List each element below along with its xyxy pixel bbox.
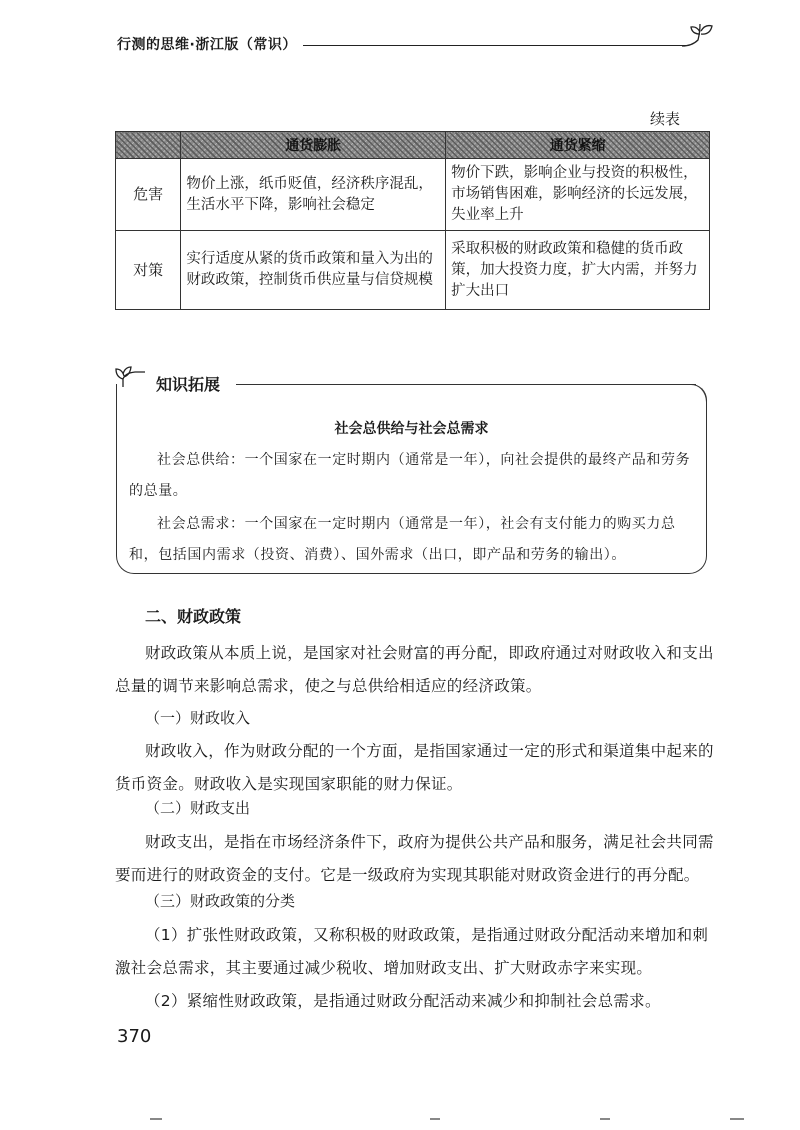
- sprout-icon: [680, 20, 716, 54]
- column-header-deflation: 通货紧缩: [446, 132, 710, 159]
- inflation-deflation-table: [115, 131, 710, 310]
- page-number: 370: [117, 1026, 152, 1047]
- scan-artifact: [150, 1118, 162, 1120]
- knowledge-paragraph-supply: 社会总供给：一个国家在一定时期内（通常是一年），向社会提供的最终产品和劳务的总量。: [129, 452, 691, 499]
- knowledge-box-title: 知识拓展: [156, 375, 221, 394]
- row-label-harm: 危害: [116, 159, 181, 231]
- scan-artifact: [730, 1118, 744, 1120]
- cell-inflation-harm: 物价上涨，纸币贬值，经济秩序混乱，生活水平下降，影响社会稳定: [181, 159, 446, 231]
- table-row: [116, 231, 710, 310]
- expense-paragraph: 财政支出，是指在市场经济条件下，政府为提供公共产品和服务，满足社会共同需要而进行的财政资金的支付。它是一级政府为实现其职能对财政资金进行的再分配。: [115, 833, 714, 884]
- subheading-expense: （二）财政支出: [145, 799, 251, 817]
- scan-artifact: [600, 1118, 610, 1120]
- subheading-income: （一）财政收入: [145, 709, 251, 727]
- knowledge-box-corner: [690, 384, 707, 402]
- section-title: 二、财政政策: [145, 607, 242, 626]
- column-header-blank: [116, 132, 181, 159]
- header-rule: [303, 45, 687, 46]
- knowledge-paragraph-demand: 社会总需求：一个国家在一定时期内（通常是一年），社会有支付能力的购买力总和，包括国内需求（投资、消费）、国外需求（出口，即产品和劳务的输出）。: [129, 516, 676, 563]
- running-header-title: 行测的思维·浙江版（常识）: [117, 37, 297, 53]
- scan-artifact: [430, 1118, 440, 1120]
- income-paragraph: 财政收入，作为财政分配的一个方面，是指国家通过一定的形式和渠道集中起来的货币资金。财政收入是实现国家职能的财力保证。: [115, 742, 714, 793]
- classification-paragraph-expansionary: （1）扩张性财政政策，又称积极的财政政策，是指通过财政分配活动来增加和刺激社会总需求，其主要通过减少税收、增加财政支出、扩大财政赤字来实现。: [115, 926, 709, 977]
- knowledge-box-heading: 社会总供给与社会总需求: [334, 421, 489, 437]
- cell-inflation-measure: 实行适度从紧的货币政策和量入为出的财政政策，控制货币供应量与信贷规模: [181, 231, 446, 310]
- table-row: [116, 159, 710, 231]
- row-label-measure: 对策: [116, 231, 181, 310]
- cell-deflation-harm: 物价下跌，影响企业与投资的积极性，市场销售困难，影响经济的长远发展，失业率上升: [446, 159, 710, 231]
- cell-deflation-measure: 采取积极的财政政策和稳健的货币政策，加大投资力度，扩大内需，并努力扩大出口: [446, 231, 710, 310]
- subheading-classification: （三）财政政策的分类: [145, 892, 296, 910]
- section-intro-paragraph: 财政政策从本质上说，是国家对社会财富的再分配，即政府通过对财政收入和支出总量的调节来影响总需求，使之与总供给相适应的经济政策。: [115, 644, 714, 695]
- table-header-row: [116, 132, 710, 159]
- continued-label: 续表: [650, 110, 681, 128]
- sprout-icon: [113, 357, 145, 387]
- column-header-inflation: 通货膨胀: [181, 132, 446, 159]
- classification-paragraph-contractionary: （2）紧缩性财政政策，是指通过财政分配活动来减少和抑制社会总需求。: [145, 992, 661, 1010]
